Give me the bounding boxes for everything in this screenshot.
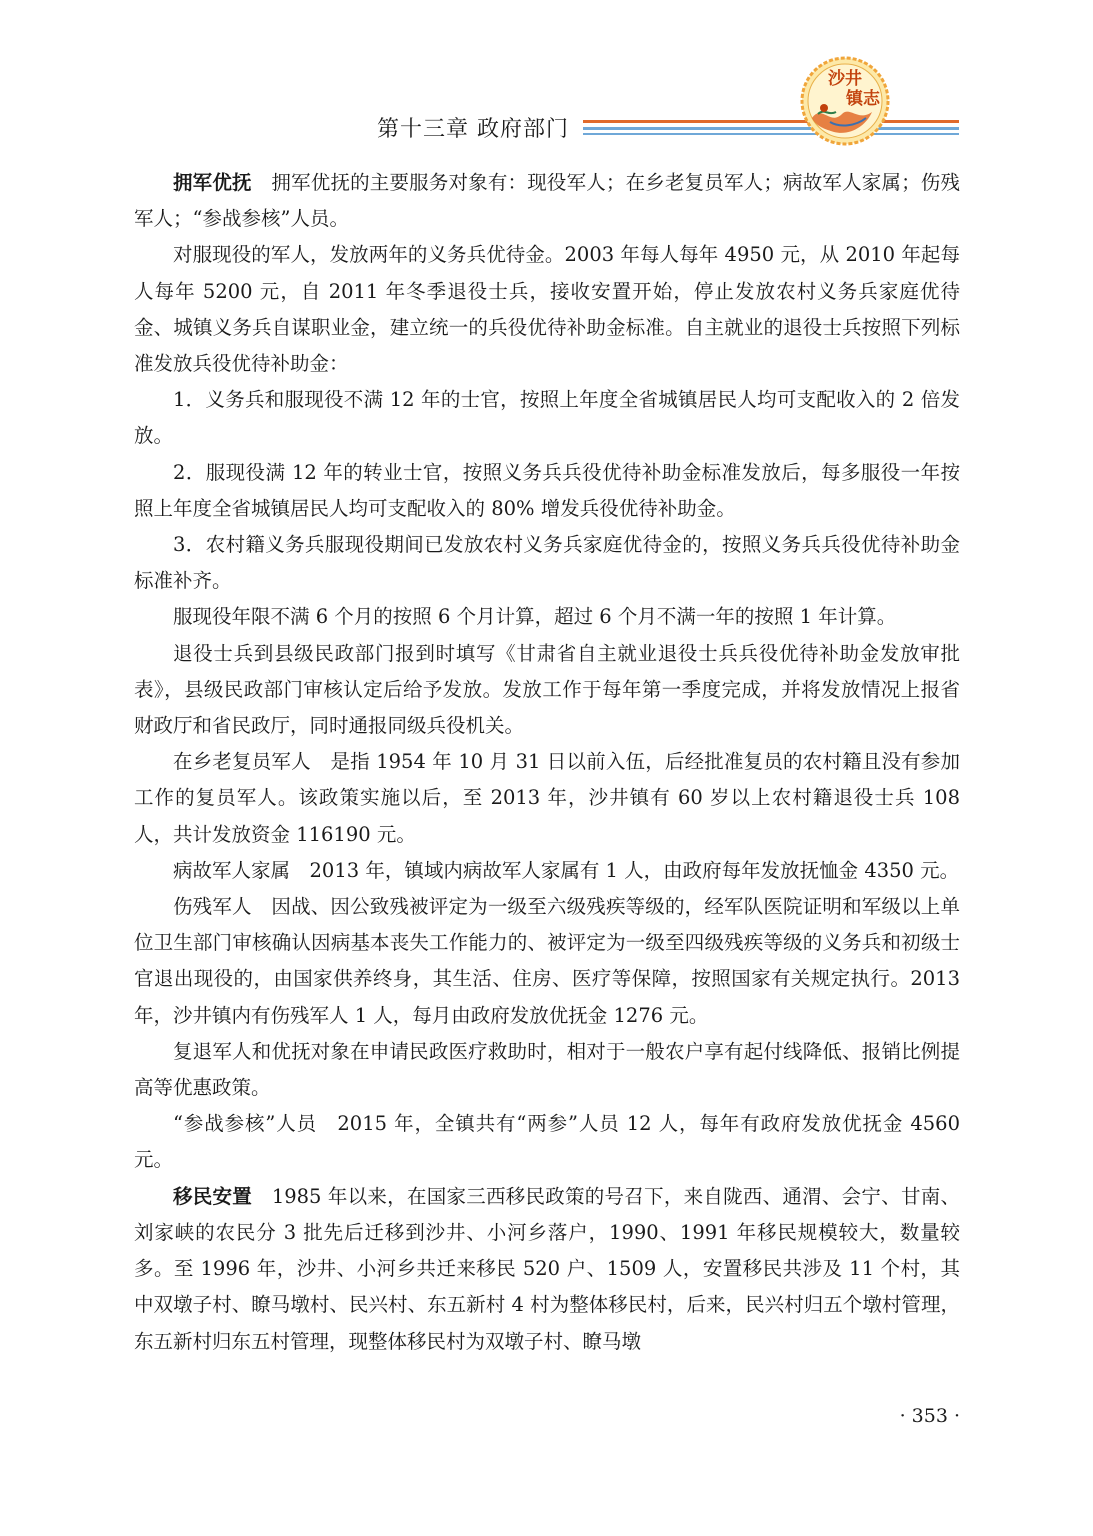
header-rule-orange	[583, 120, 959, 123]
page-number: · 353 ·	[899, 1405, 960, 1427]
header-rule-blue	[583, 127, 959, 130]
paragraph-1	[134, 165, 960, 237]
paragraph-2: 对服现役的军人，发放两年的义务兵优待金。2003 年每人每年 4950 元，从 2010 年起每人每年 5200 元，自 2011 年冬季退役士兵，接收安置开始，停止发放农村义务兵家庭优待金、城镇义务兵自谋职业金，建立统一的兵役优待补助金标准。自主就业的退役士兵按照下列标准发放兵役优待补助金：	[134, 243, 960, 376]
paragraph-3: 1．义务兵和服现役不满 12 年的士官，按照上年度全省城镇居民人均可支配收入的 2 倍发放。	[134, 388, 960, 448]
paragraph-6: 服现役年限不满 6 个月的按照 6 个月计算，超过 6 个月不满一年的按照 1 年计算。	[173, 605, 897, 629]
paragraph-13	[134, 1179, 960, 1360]
paragraph-11: 复退军人和优抚对象在申请民政医疗救助时，相对于一般农户享有起付线降低、报销比例提高等优惠政策。	[134, 1039, 960, 1100]
paragraph-1-text: 拥军优抚的主要服务对象有：现役军人；在乡老复员军人；病故军人家属；伤残军人；“参战参核”人员。	[134, 171, 960, 231]
section-heading-military-support: 拥军优抚	[173, 171, 252, 194]
logo-text-line1: 沙井	[828, 69, 862, 89]
paragraph-7: 退役士兵到县级民政部门报到时填写《甘肃省自主就业退役士兵兵役优待补助金发放审批表》，县级民政部门审核认定后给予发放。发放工作于每年第一季度完成，并将发放情况上报省财政厅和省民政厅，同时通报同级兵役机关。	[134, 641, 960, 738]
header-rule-blue-thin	[583, 133, 959, 135]
paragraph-9: 病故军人家属 2013 年，镇域内病故军人家属有 1 人，由政府每年发放抚恤金 4350 元。	[173, 858, 960, 882]
town-annals-logo	[800, 56, 890, 146]
logo-text-line2: 镇志	[846, 89, 880, 109]
paragraph-5: 3．农村籍义务兵服现役期间已发放农村义务兵家庭优待金的，按照义务兵兵役优待补助金标准补齐。	[134, 533, 960, 593]
chapter-title: 第十三章 政府部门	[377, 117, 569, 142]
paragraph-4: 2．服现役满 12 年的转业士官，按照义务兵兵役优待补助金标准发放后，每多服役一年按照上年度全省城镇居民人均可支配收入的 80% 增发兵役优待补助金。	[134, 460, 960, 520]
paragraph-10: 伤残军人 因战、因公致残被评定为一级至六级残疾等级的，经军队医院证明和军级以上单位卫生部门审核确认因病基本丧失工作能力的、被评定为一级至四级残疾等级的义务兵和初级士官退出现役的，由国家供养终身，其生活、住房、医疗等保障，按照国家有关规定执行。2013 年，沙井镇内有伤残军人 1 人，每月由政府发放优抚金 1276 元。	[134, 895, 960, 1027]
page-header	[0, 0, 1093, 150]
article-body	[134, 165, 960, 1360]
section-heading-resettlement: 移民安置	[173, 1184, 253, 1208]
paragraph-8: 在乡老复员军人 是指 1954 年 10 月 31 日以前入伍，后经批准复员的农村籍且没有参加工作的复员军人。该政策实施以后，至 2013 年，沙井镇有 60 岁以上农村籍退役士兵 108 人，共计发放资金 116190 元。	[134, 750, 960, 846]
paragraph-13-text: 1985 年以来，在国家三西移民政策的号召下，来自陇西、通渭、会宁、甘南、刘家峡的农民分 3 批先后迁移到沙井、小河乡落户，1990、1991 年移民规模较大，数量较多。至 1996 年，沙井、小河乡共迁来移民 520 户、1509 人，安置移民共涉及 11 个村，其中双墩子村、瞭马墩村、民兴村、东五新村 4 村为整体移民村，后来，民兴村归五个墩村管理，东五新村归东五村管理，现整体移民村为双墩子村、瞭马墩	[134, 1184, 960, 1353]
paragraph-12: “参战参核”人员 2015 年，全镇共有“两参”人员 12 人，每年有政府发放优抚金 4560 元。	[134, 1112, 960, 1172]
